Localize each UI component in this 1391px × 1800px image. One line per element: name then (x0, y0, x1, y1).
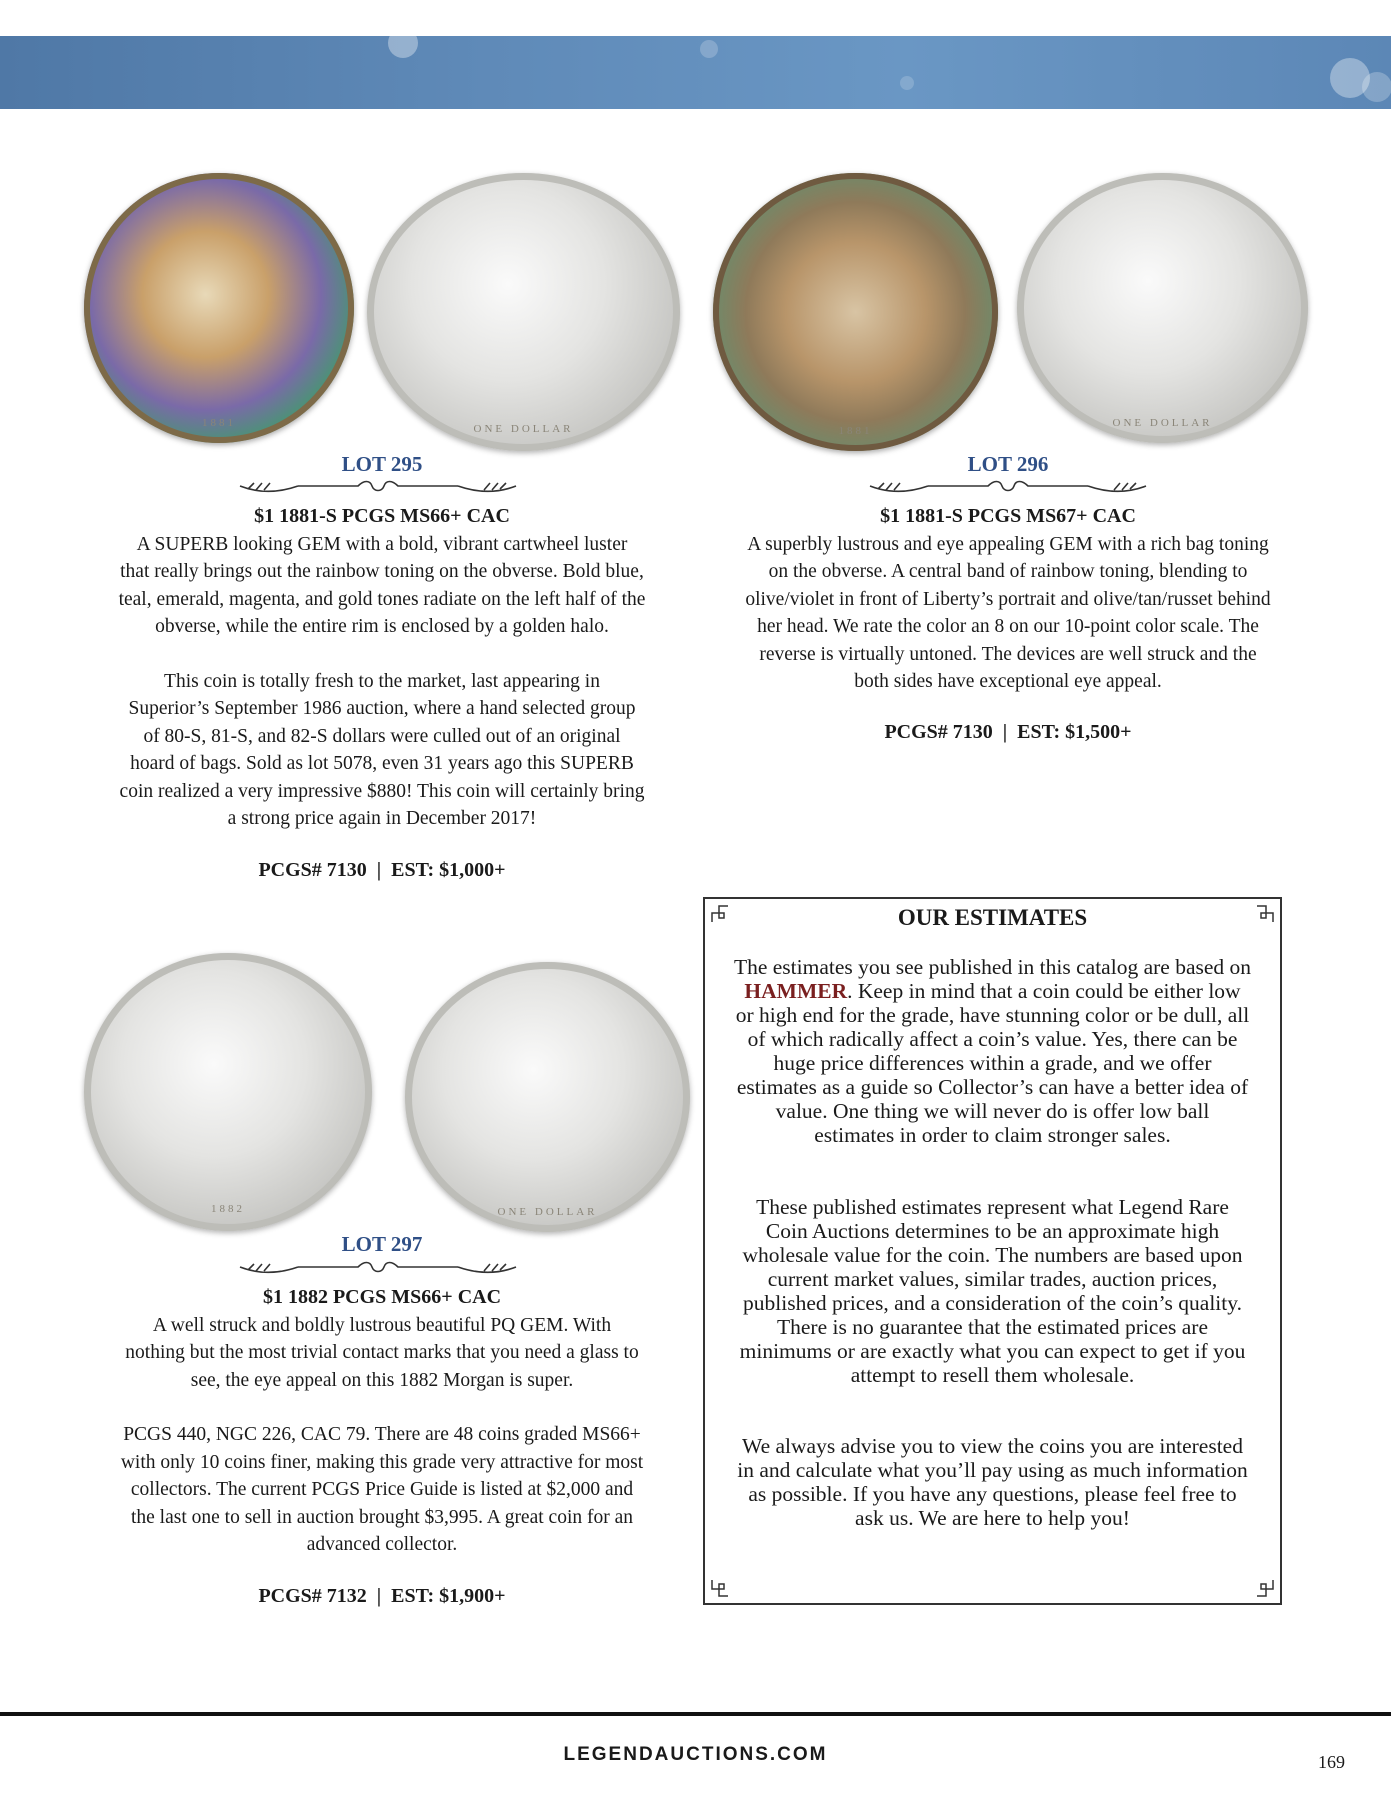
text-line: on the obverse. A central band of rainbow toning, blending to (768, 561, 1248, 582)
text-line: collectors. The current PCGS Price Guide is listed at $2,000 and (130, 1479, 634, 1500)
text-line: that really brings out the rainbow toning on the obverse. Bold blue, (120, 561, 644, 582)
lot-295-title: $1 1881-S PCGS MS66+ CAC (254, 505, 510, 527)
our-estimates-box (703, 897, 1282, 1605)
text-line: olive/violet in front of Liberty’s portrait and olive/tan/russet behind (745, 588, 1271, 610)
lot-296-reverse-coin-image (1017, 173, 1308, 443)
lot-297-para-2 (72, 1421, 692, 1559)
coin-legend: ONE DOLLAR (497, 1206, 598, 1218)
text-line: A SUPERB looking GEM with a bold, vibrant cartwheel luster (136, 533, 628, 555)
text-line: advanced collector. (306, 1534, 458, 1555)
lot-295-description (72, 503, 692, 833)
text-line: This coin is totally fresh to the market, last appearing in (164, 670, 600, 692)
text-line: the last one to sell in auction brought $3,995. A great coin for an (130, 1506, 634, 1528)
lot-296-title: $1 1881-S PCGS MS67+ CAC (880, 505, 1136, 527)
text-line: Superior’s September 1986 auction, where a hand selected group (128, 698, 636, 719)
lot-297-description (72, 1284, 692, 1559)
lot-297-title: $1 1882 PCGS MS66+ CAC (262, 1286, 502, 1308)
header-banner (0, 36, 1391, 109)
text-line: obverse, while the entire rim is enclosed by a golden halo. (155, 616, 609, 637)
lot-295-reverse-coin-image (367, 173, 680, 451)
text-line: coin realized a very impressive $880! This coin will certainly bring (119, 780, 645, 802)
lot-296-label: LOT 296 (967, 452, 1049, 476)
lot-297-estimate: PCGS# 7132 | EST: $1,900+ (258, 1585, 506, 1607)
footer-rule (0, 1712, 1391, 1716)
lot-297-label: LOT 297 (341, 1232, 423, 1256)
text-line: A superbly lustrous and eye appealing GEM with a rich bag toning (747, 533, 1269, 555)
coin-date: 1881 (202, 417, 236, 429)
estimates-para-3: We always advise you to view the coins you are interested in and calculate what you’ll pay using as much information as possible. If you have any questions, please feel free to ask us. We are here to help you! (737, 1434, 1248, 1530)
text-line: with only 10 coins finer, making this grade very attractive for most (120, 1451, 644, 1473)
estimates-para-1 (733, 955, 1252, 1147)
text-line: teal, emerald, magenta, and gold tones radiate on the left half of the (118, 588, 646, 610)
text-line: of 80-S, 81-S, and 82-S dollars were culled out of an original (143, 725, 621, 747)
lot-295-obverse-coin-image (84, 173, 354, 443)
text-line: reverse is virtually untoned. The devices are well struck and the (759, 643, 1257, 665)
text-line: both sides have exceptional eye appeal. (854, 671, 1162, 692)
lot-296-estimate: PCGS# 7130 | EST: $1,500+ (884, 721, 1132, 743)
lot-296-obverse-coin-image (713, 173, 998, 451)
estimates-text: . Keep in mind that a coin could be either low or high end for the grade, have stunning color or be dull, all of which radically affect a coin’s value. Yes, there can be huge price differences within a grade, and we offer estimates as a guide so Collector’s can have a better idea of value. One thing we will never do is offer low ball estimates in order to claim stronger sales. (735, 979, 1250, 1147)
lot-297-flourish-divider (238, 1258, 518, 1276)
lot-296-para-1 (700, 531, 1316, 696)
lot-296-flourish-divider (868, 477, 1148, 495)
text-line: A well struck and boldly lustrous beautiful PQ GEM. With (152, 1314, 612, 1336)
text-line: her head. We rate the color an 8 on our 10-point color scale. The (757, 616, 1259, 637)
text-line: PCGS 440, NGC 226, CAC 79. There are 48 coins graded MS66+ (123, 1424, 641, 1445)
lot-296-description (700, 503, 1316, 696)
estimates-para-2: These published estimates represent what Legend Rare Coin Auctions determines to be an approximate high wholesale value for the coin. The numbers are based upon current market values, similar trades, auction prices, published prices, and a consideration of the coin’s quality. There is no guarantee that the estimated prices are minimums or are exactly what you can expect to get if you attempt to resell them wholesale. (739, 1195, 1246, 1387)
lot-297-obverse-coin-image (84, 953, 372, 1231)
coin-date: 1881 (838, 425, 873, 437)
hammer-term: HAMMER (744, 979, 848, 1003)
coin-legend: ONE DOLLAR (473, 423, 574, 435)
coin-legend: ONE DOLLAR (1112, 417, 1213, 429)
corner-ornament (711, 1579, 729, 1597)
text-line: hoard of bags. Sold as lot 5078, even 31 years ago this SUPERB (130, 753, 634, 774)
our-estimates-heading: OUR ESTIMATES (897, 905, 1088, 930)
footer-website: LEGENDAUCTIONS.COM (563, 1744, 828, 1765)
text-line: see, the eye appeal on this 1882 Morgan is super. (190, 1369, 574, 1391)
coin-date: 1882 (211, 1203, 245, 1215)
lot-297-reverse-coin-image (405, 962, 690, 1232)
text-line: nothing but the most trivial contact marks that you need a glass to (125, 1342, 639, 1363)
lot-295-label: LOT 295 (341, 452, 423, 476)
lot-295-flourish-divider (238, 477, 518, 495)
lot-297-para-1 (72, 1312, 692, 1395)
page-number: 169 (1318, 1752, 1345, 1772)
lot-295-para-1 (72, 531, 692, 641)
corner-ornament (1256, 1579, 1274, 1597)
estimates-text: The estimates you see published in this catalog are based on (733, 955, 1252, 979)
lot-295-estimate: PCGS# 7130 | EST: $1,000+ (258, 859, 506, 881)
text-line: a strong price again in December 2017! (227, 808, 537, 829)
lot-295-para-2 (72, 668, 692, 833)
